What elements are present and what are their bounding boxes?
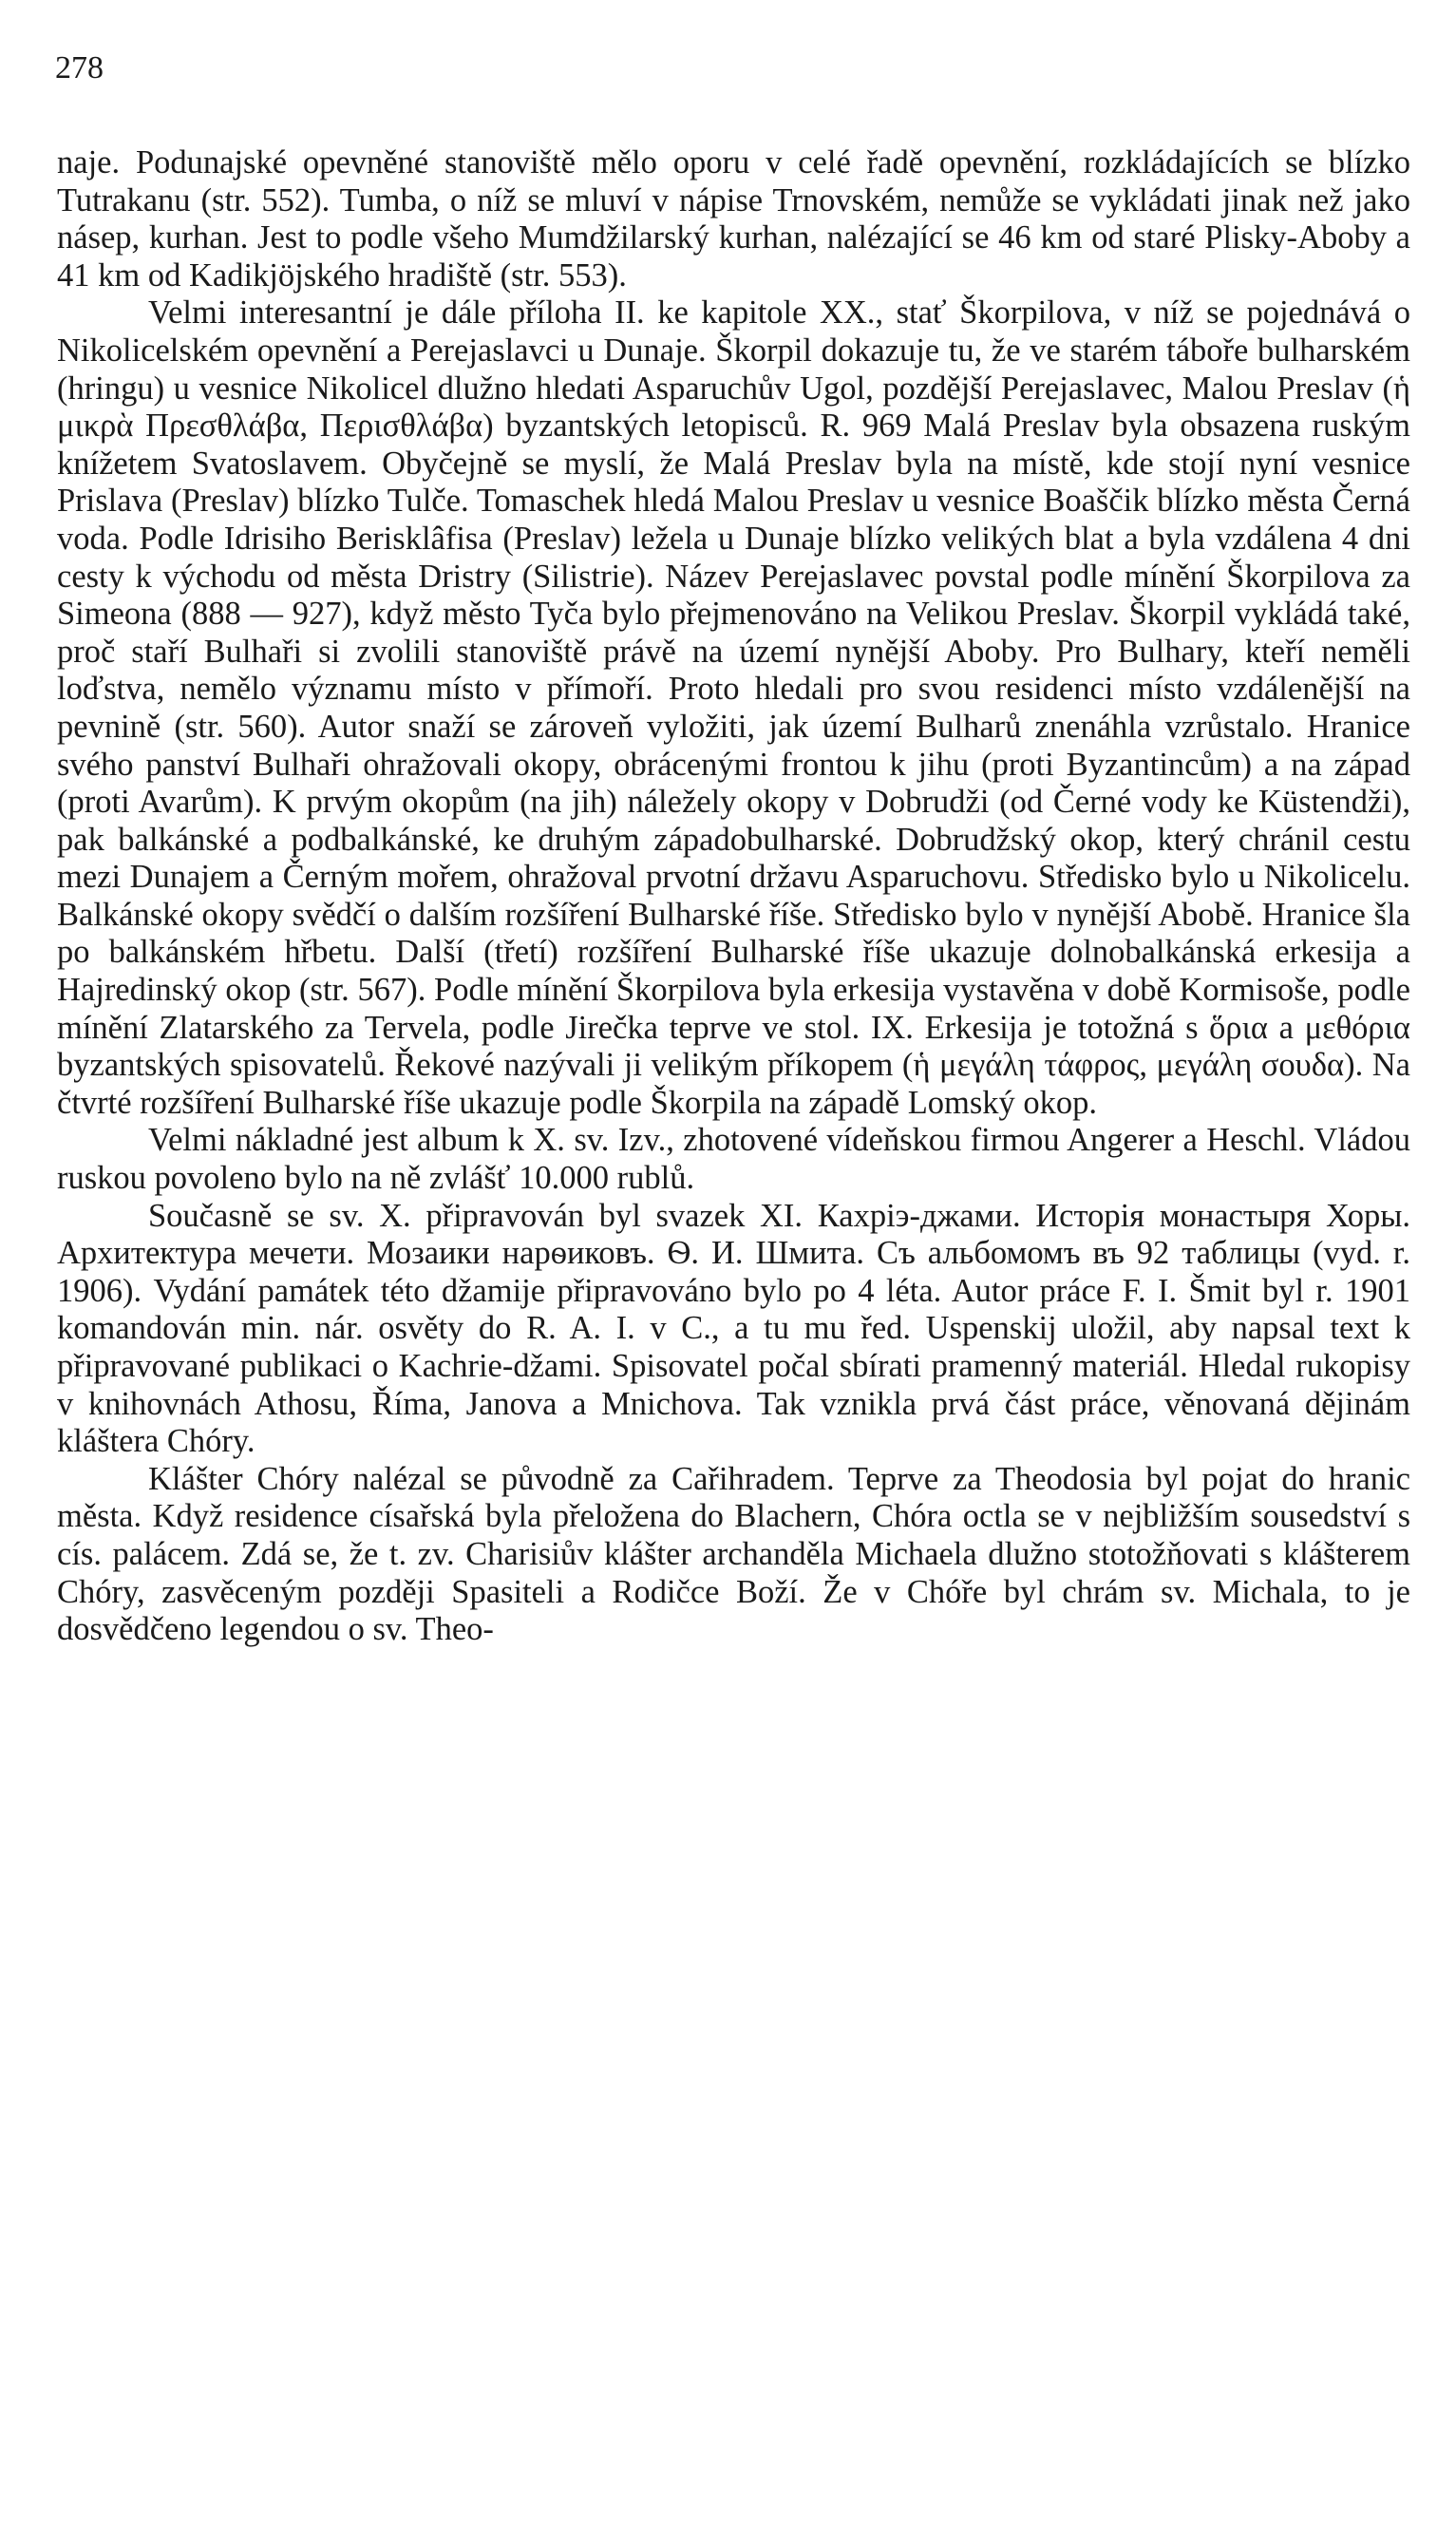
paragraph-4: Současně se sv. X. připravován byl svazek XI. Кахріэ-джами. Исторія монастыря Хоры. Архитектура мечети. Мозаики нарѳиковъ. Ѳ. И. Шмита. Съ альбомомъ въ 92 таблицы (vyd. r. 1906). Vydání památek této džamije připravováno bylo po 4 léta. Autor práce F. I. Šmit byl r. 1901 komandován min. nár. osvěty do R. A. I. v C., a tu mu řed. Uspenskij uložil, aby napsal text k připravované publikaci o Kachrie-džami. Spisovatel počal sbírati pramenný materiál. Hledal rukopisy v knihovnách Athosu, Říma, Janova a Mnichova. Tak vznikla prvá část práce, věnovaná dějinám kláštera Chóry. bbox=[57, 1197, 1410, 1460]
paragraph-5: Klášter Chóry nalézal se původně za Cařihradem. Teprve za Theodosia byl pojat do hranic města. Když residence císařská byla přeložena do Blachern, Chóra octla se v nejbližším sousedství s cís. palácem. Zdá se, že t. zv. Charisiův klášter archanděla Michaela dlužno stotožňovati s klášterem Chóry, zasvěceným později Spasiteli a Rodičce Boží. Že v Chóře byl chrám sv. Michala, to je dosvědčeno legendou o sv. Theo- bbox=[57, 1460, 1410, 1648]
paragraph-1: naje. Podunajské opevněné stanoviště mělo oporu v celé řadě opevnění, rozkládajících se blízko Tutrakanu (str. 552). Tumba, o níž se mluví v nápise Trnovském, nemůže se vykládati jinak než jako násep, kurhan. Jest to podle všeho Mumdžilarský kurhan, nalézající se 46 km od staré Plisky-Aboby a 41 km od Kadikjöjského hradiště (str. 553). bbox=[57, 144, 1410, 294]
paragraph-3: Velmi nákladné jest album k X. sv. Izv., zhotovené vídeňskou firmou Angerer a Heschl. Vládou ruskou povoleno bylo na ně zvlášť 10.000 rublů. bbox=[57, 1122, 1410, 1197]
paragraph-2: Velmi interesantní je dále příloha II. ke kapitole XX., stať Škorpilova, v níž se pojednává o Nikolicelském opevnění a Perejaslavci u Dunaje. Škorpil dokazuje tu, že ve starém táboře bulharském (hringu) u vesnice Nikolicel dlužno hledati Asparuchův Ugol, pozdější Perejaslavec, Malou Preslav (ἡ μικρὰ Πρεσθλάβα, Περισθλάβα) byzantských letopisců. R. 969 Malá Preslav byla obsazena ruským knížetem Svatoslavem. Obyčejně se myslí, že Malá Preslav byla na místě, kde stojí nyní vesnice Prislava (Preslav) blízko Tulče. Tomaschek hledá Malou Preslav u vesnice Boaščik blízko města Černá voda. Podle Idrisiho Berisklâfisa (Preslav) ležela u Dunaje blízko velikých blat a byla vzdálena 4 dni cesty k východu od města Dristry (Silistrie). Název Perejaslavec povstal podle mínění Škorpilova za Simeona (888 — 927), když město Tyča bylo přejmenováno na Velikou Preslav. Škorpil vykládá také, proč staří Bulhaři si zvolili stanoviště právě na území nynější Aboby. Pro Bulhary, kteří neměli loďstva, nemělo významu místo v přímoří. Proto hledali pro svou residenci místo vzdálenější na pevnině (str. 560). Autor snaží se zároveň vyložiti, jak území Bulharů znenáhla vzrůstalo. Hranice svého panství Bulhaři ohražovali okopy, obrácenými frontou k jihu (proti Byzantincům) a na západ (proti Avarům). K prvým okopům (na jih) náležely okopy v Dobrudži (od Černé vody ke Küstendži), pak balkánské a podbalkánské, ke druhým západobulharské. Dobrudžský okop, který chránil cestu mezi Dunajem a Černým mořem, ohražoval prvotní državu Asparuchovu. Středisko bylo u Nikolicelu. Balkánské okopy svědčí o dalším rozšíření Bulharské říše. Středisko bylo v nynější Abobě. Hranice šla po balkánském hřbetu. Další (třetí) rozšíření Bulharské říše ukazuje dolnobalkánská erkesija a Hajredinský okop (str. 567). Podle mínění Škorpilova byla erkesija vystavěna v době Kormisoše, podle mínění Zlatarského za Tervela, podle Jirečka teprve ve stol. IX. Erkesija je totožná s ὅρια a μεθόρια byzantských spisovatelů. Řekové nazývali ji velikým příkopem (ἡ μεγάλη τάφρος, μεγάλη σουδα). Na čtvrté rozšíření Bulharské říše ukazuje podle Škorpila na západě Lomský okop. bbox=[57, 294, 1410, 1121]
body-text bbox=[57, 144, 1410, 1649]
page-number: 278 bbox=[55, 50, 104, 85]
